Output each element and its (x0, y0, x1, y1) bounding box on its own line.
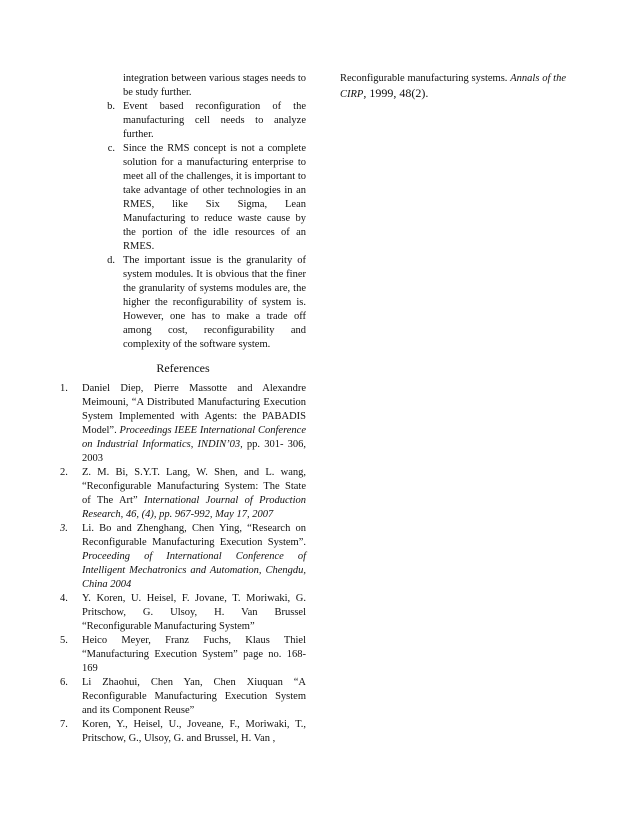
reference-continuation-part: Annals of the CIRP (340, 73, 566, 100)
reference-number: 5. (60, 635, 68, 646)
sub-item (60, 100, 306, 142)
reference-number: 1. (60, 383, 68, 394)
reference-text-part: Proceedings IEEE International Conference on Industrial Informatics, INDIN’03, (82, 425, 306, 450)
sub-item-marker: c. (107, 143, 115, 154)
reference-number: 6. (60, 677, 68, 688)
reference-text-part: Li. Bo and Zhenghang, Chen Ying, “Research on Reconfigurable Manufacturing Execution System”. (82, 523, 306, 548)
reference-text (82, 382, 306, 466)
reference-text-part: Y. Koren, U. Heisel, F. Jovane, T. Moriwaki, G. Pritschow, G. Ulsoy, H. Van Brussel “Reconfigurable Manufacturing System” (82, 593, 306, 632)
reference-text-part: Daniel Diep, Pierre Massotte and Alexandre Meimouni, “A Distributed Manufacturing Execution System Implemented with Agents: the PABADIS Model”. (82, 383, 306, 436)
sub-item-text: The important issue is the granularity of system modules. It is obvious that the finer the granularity of systems modules are, the higher the reconfigurability of system is. However, one has to make a trade off among cost, reconfigurability and complexity of the software system. (123, 255, 306, 350)
reference-item (60, 718, 306, 746)
sub-item-text: Since the RMS concept is not a complete solution for a manufacturing enterprise to meet all of the challenges, it is important to take advantage of other technologies in an RMES, like Six Sigma, Lean Manufacturing to reduce waste cause by the portion of the idle resources of an RMES. (123, 143, 306, 252)
reference-continuation-part: Reconfigurable manufacturing systems. (340, 73, 511, 84)
right-column (340, 72, 566, 102)
reference-continuation (340, 72, 566, 102)
left-column (60, 72, 306, 746)
reference-text-part: Li Zhaohui, Chen Yan, Chen Xiuquan “A Reconfigurable Manufacturing Execution System and its Component Reuse” (82, 677, 306, 716)
reference-text-part: Z. M. Bi, S.Y.T. Lang, W. Shen, and L. wang, “Reconfigurable Manufacturing System: The State of The Art” (82, 467, 306, 506)
sub-item (60, 142, 306, 254)
sub-item-text: Event based reconfiguration of the manufacturing cell needs to analyze further. (123, 101, 306, 140)
reference-number: 7. (60, 719, 68, 730)
reference-continuation-part: , 1999, 48(2). (363, 86, 429, 100)
reference-text-part: Heico Meyer, Franz Fuchs, Klaus Thiel “Manufacturing Execution System” page no. 168-169 (82, 635, 306, 674)
reference-item (60, 592, 306, 634)
reference-number: 2. (60, 467, 68, 478)
reference-text (82, 634, 306, 676)
reference-text (82, 522, 306, 592)
reference-item (60, 676, 306, 718)
reference-item (60, 382, 306, 466)
sub-item-marker: d. (107, 255, 115, 266)
reference-number: 3. (60, 523, 68, 534)
reference-text (82, 592, 306, 634)
reference-text-part: Koren, Y., Heisel, U., Joveane, F., Moriwaki, T., Pritschow, G., Ulsoy, G. and Brussel, H. Van , (82, 719, 306, 744)
reference-list (60, 382, 306, 746)
reference-text (82, 466, 306, 522)
reference-text-part: pp. 301- 306, 2003 (82, 439, 306, 464)
sub-item-list (60, 100, 306, 352)
reference-text-part: Proceeding of International Conference of Intelligent Mechatronics and Automation, Chengdu, China 2004 (82, 551, 306, 590)
references-heading: References (156, 361, 210, 375)
reference-text (82, 676, 306, 718)
reference-item (60, 634, 306, 676)
reference-item (60, 522, 306, 592)
continuation-paragraph: integration between various stages needs to be study further. (123, 73, 306, 98)
reference-text (82, 718, 306, 746)
reference-text-part: International Journal of Production Research, 46, (4), pp. 967-992, May 17, 2007 (82, 495, 306, 520)
reference-number: 4. (60, 593, 68, 604)
reference-item (60, 466, 306, 522)
sub-item-marker: b. (107, 101, 115, 112)
sub-item (60, 254, 306, 352)
